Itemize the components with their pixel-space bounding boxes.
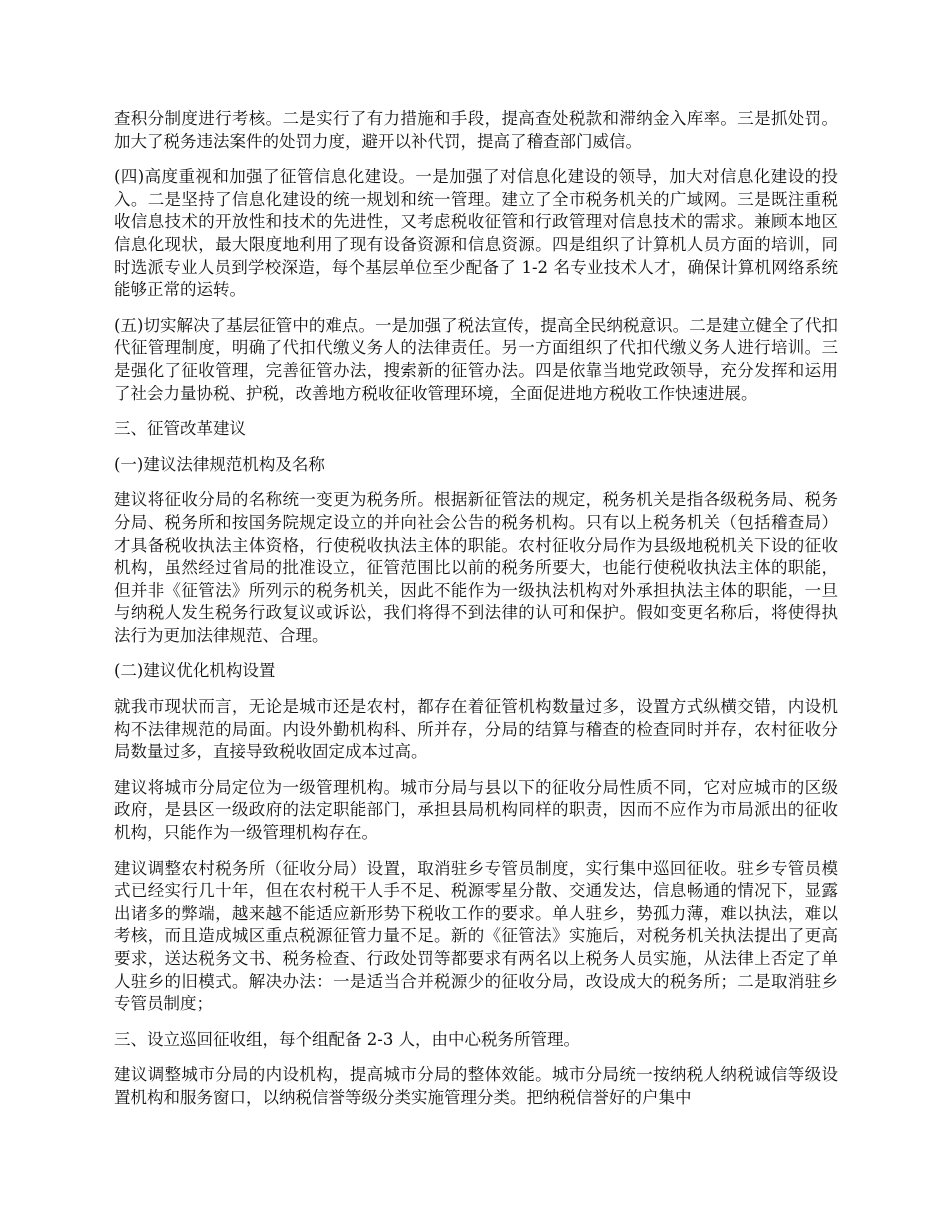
paragraph-rural-office-adjustment: 建议调整农村税务所（征收分局）设置，取消驻乡专管员制度，实行集中巡回征收。驻乡专管员模式已经实行几十年，但在农村税干人手不足、税源零星分散、交通发达，信息畅通的情况下，显露出诸多的弊端，越来越不能适应新形势下税收工作的要求。单人驻乡，势孤力薄，难以执法，难以考核，而且造成城区重点税源征管力量不足。新的《征管法》实施后，对税务机关执法提出了更高要求，送达税务文书、税务检查、行政处罚等都要求有两名以上税务人员实施，从法律上否定了单人驻乡的旧模式。解决办法：一是适当合并税源少的征收分局，改设成大的税务所；二是取消驻乡专管员制度； xyxy=(114,858,838,1014)
section-heading-reform-suggestions: 三、征管改革建议 xyxy=(114,419,246,439)
paragraph-inspection-summary: 查积分制度进行考核。二是实行了有力措施和手段，提高查处税款和滞纳金入库率。三是抓处罚。加大了税务违法案件的处罚力度，避开以补代罚，提高了稽查部门威信。 xyxy=(114,109,838,151)
paragraph-patrol-collection-group: 三、设立巡回征收组，每个组配备 2-3 人，由中心税务所管理。 xyxy=(114,1029,581,1049)
paragraph-informatization: (四)高度重视和加强了征管信息化建设。一是加强了对信息化建设的领导，加大对信息化建设的投入。二是坚持了信息化建设的统一规划和统一管理。建立了全市税务机关的广域网。三是既注重税收信息技术的开放性和技术的先进性，又考虑税收征管和行政管理对信息技术的需求。兼顾本地区信息化现状，最大限度地利用了现有设备资源和信息资源。四是组织了计算机人员方面的培训，同时选派专业人员到学校深造，每个基层单位至少配备了 1-2 名专业技术人才，确保计算机网络系统能够正常的运转。 xyxy=(114,167,838,300)
subheading-optimize-structure: (二)建议优化机构设置 xyxy=(114,661,276,681)
paragraph-city-branch-internal: 建议调整城市分局的内设机构，提高城市分局的整体效能。城市分局统一按纳税人纳税诚信等级设置机构和服务窗口，以纳税信誉等级分类实施管理分类。把纳税信誉好的户集中 xyxy=(114,1065,838,1107)
subheading-legal-naming: (一)建议法律规范机构及名称 xyxy=(114,454,325,474)
paragraph-city-branch-positioning: 建议将城市分局定位为一级管理机构。城市分局与县以下的征收分局性质不同，它对应城市的区级政府，是县区一级政府的法定职能部门，承担县局机构同样的职责，因而不应作为市局派出的征收机构，只能作为一级管理机构存在。 xyxy=(114,777,838,843)
paragraph-grassroots-difficulties: (五)切实解决了基层征管中的难点。一是加强了税法宣传，提高全民纳税意识。二是建立健全了代扣代征管理制度，明确了代扣代缴义务人的法律责任。另一方面组织了代扣代缴义务人进行培训。三是强化了征收管理，完善征管办法，搜索新的征管办法。四是依靠当地党政领导，充分发挥和运用了社会力量协税、护税，改善地方税收征收管理环境，全面促进地方税收工作快速进展。 xyxy=(114,315,838,403)
paragraph-rename-bureau: 建议将征收分局的名称统一变更为税务所。根据新征管法的规定，税务机关是指各级税务局、税务分局、税务所和按国务院规定设立的并向社会公告的税务机构。只有以上税务机关（包括稽查局）才具备税收执法主体资格，行使税收执法主体的职能。农村征收分局作为县级地税机关下设的征收机构，虽然经过省局的批准设立，征管范围比以前的税务所要大，也能行使税收执法主体的职能，但并非《征管法》所列示的税务机关，因此不能作为一级执法机构对外承担执法主体的职能，一旦与纳税人发生税务行政复议或诉讼，我们将得不到法律的认可和保护。假如变更名称后，将使得执法行为更加法律规范、合理。 xyxy=(114,490,838,645)
paragraph-current-situation: 就我市现状而言，无论是城市还是农村，都存在着征管机构数量过多，设置方式纵横交错，内设机构不法律规范的局面。内设外勤机构科、所并存，分局的结算与稽查的检查同时并存，农村征收分局数量过多，直接导致税收固定成本过高。 xyxy=(114,697,838,762)
document-page xyxy=(114,108,838,1123)
